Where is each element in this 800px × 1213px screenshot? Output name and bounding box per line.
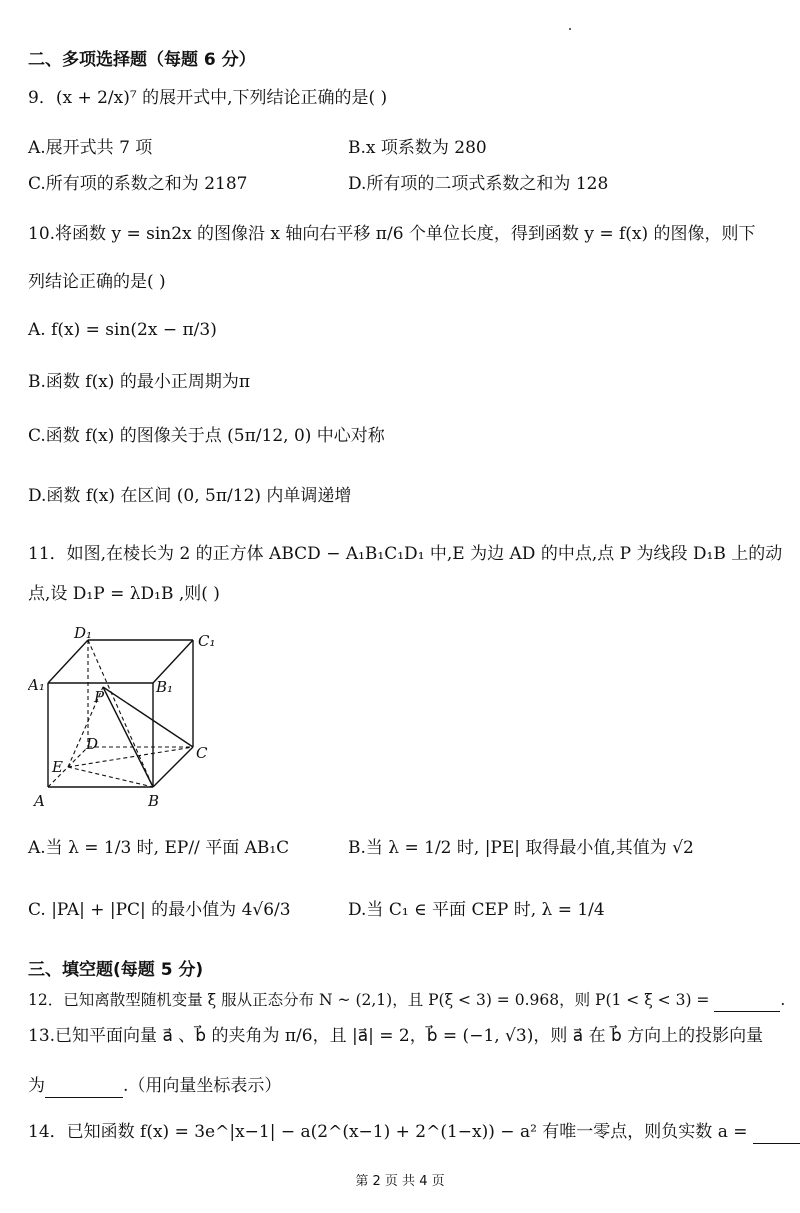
label-b1: B₁ [156, 678, 174, 696]
question-10-stem-line2: 列结论正确的是( ) [28, 272, 166, 292]
question-11-option-a: A.当 λ = 1/3 时, EP// 平面 AB₁C [28, 838, 290, 858]
question-9-option-c: C.所有项的系数之和为 2187 [28, 174, 248, 194]
question-9-option-a: A.展开式共 7 项 [28, 138, 153, 158]
question-12 [28, 988, 785, 1012]
scan-speck [569, 28, 571, 30]
edge-b-c [153, 747, 193, 787]
page-footer: 第 2 页 共 4 页 [355, 1174, 445, 1189]
question-10-option-b: B.函数 f(x) 的最小正周期为π [28, 372, 251, 392]
segment-p-b [103, 687, 153, 787]
question-10-option-c: C.函数 f(x) 的图像关于点 (5π/12, 0) 中心对称 [28, 426, 385, 446]
question-9-stem: 9．(x + 2/x)⁷ 的展开式中,下列结论正确的是( ) [28, 88, 388, 108]
edge-b1-c1 [153, 640, 193, 683]
question-10-stem-line1: 10.将函数 y = sin2x 的图像沿 x 轴向右平移 π/6 个单位长度，得到函数 y = f(x) 的图像，则下 [28, 224, 756, 244]
question-14 [28, 1120, 800, 1144]
question-13-line2 [28, 1074, 281, 1098]
question-12-end: . [780, 991, 786, 1009]
label-b: B [148, 792, 160, 810]
question-13-suffix: .（用向量坐标表示） [123, 1076, 282, 1096]
label-a: A [34, 792, 45, 810]
question-11-stem-line1: 11．如图,在棱长为 2 的正方体 ABCD − A₁B₁C₁D₁ 中,E 为边 AD 的中点,点 P 为线段 D₁B 上的动 [28, 544, 783, 564]
question-11-option-c: C. |PA| + |PC| 的最小值为 4√6/3 [28, 900, 291, 920]
section-title-fill-in: 三、填空题(每题 5 分) [28, 960, 204, 980]
label-c: C [196, 744, 208, 762]
question-13-answer-blank[interactable] [45, 1079, 123, 1098]
question-10-option-d: D.函数 f(x) 在区间 (0, 5π/12) 内单调递增 [28, 486, 352, 506]
label-e: E [52, 758, 63, 776]
question-10-option-a: A. f(x) = sin(2x − π/3) [28, 320, 217, 340]
question-13-prefix: 为 [28, 1076, 45, 1096]
question-9-option-b: B.x 项系数为 280 [348, 138, 487, 158]
label-a1: A₁ [28, 676, 45, 694]
question-11-option-b: B.当 λ = 1/2 时, |PE| 取得最小值,其值为 √2 [348, 838, 694, 858]
label-p: P [94, 688, 105, 706]
question-9-option-d: D.所有项的二项式系数之和为 128 [348, 174, 609, 194]
question-13-stem-line1: 13.已知平面向量 a⃗ 、b⃗ 的夹角为 π/6，且 |a⃗| = 2，b⃗ = (−1, √3)，则 a⃗ 在 b⃗ 方向上的投影向量 [28, 1026, 764, 1046]
edge-a1-d1 [48, 640, 88, 683]
label-d: D [86, 735, 99, 753]
question-11-stem-line2: 点,设 D₁P = λD₁B ,则( ) [28, 584, 220, 604]
question-14-stem: 14．已知函数 f(x) = 3e^|x−1| − a(2^(x−1) + 2^(1−x)) − a² 有唯一零点，则负实数 a = [28, 1122, 748, 1142]
question-11-option-d: D.当 C₁ ∈ 平面 CEP 时, λ = 1/4 [348, 900, 605, 920]
label-c1: C₁ [198, 632, 216, 650]
label-d1: D₁ [74, 624, 93, 642]
question-12-stem: 12．已知离散型随机变量 ξ 服从正态分布 N ~ (2,1)，且 P(ξ < 3) = 0.968，则 P(1 < ξ < 3) = [28, 991, 710, 1009]
segment-p-c [103, 687, 193, 747]
cube-figure [28, 622, 228, 812]
question-12-answer-blank[interactable] [714, 993, 780, 1012]
segment-e-b [68, 767, 153, 787]
question-14-answer-blank[interactable] [753, 1125, 800, 1144]
section-title-multiple-choice: 二、多项选择题（每题 6 分） [28, 50, 256, 70]
